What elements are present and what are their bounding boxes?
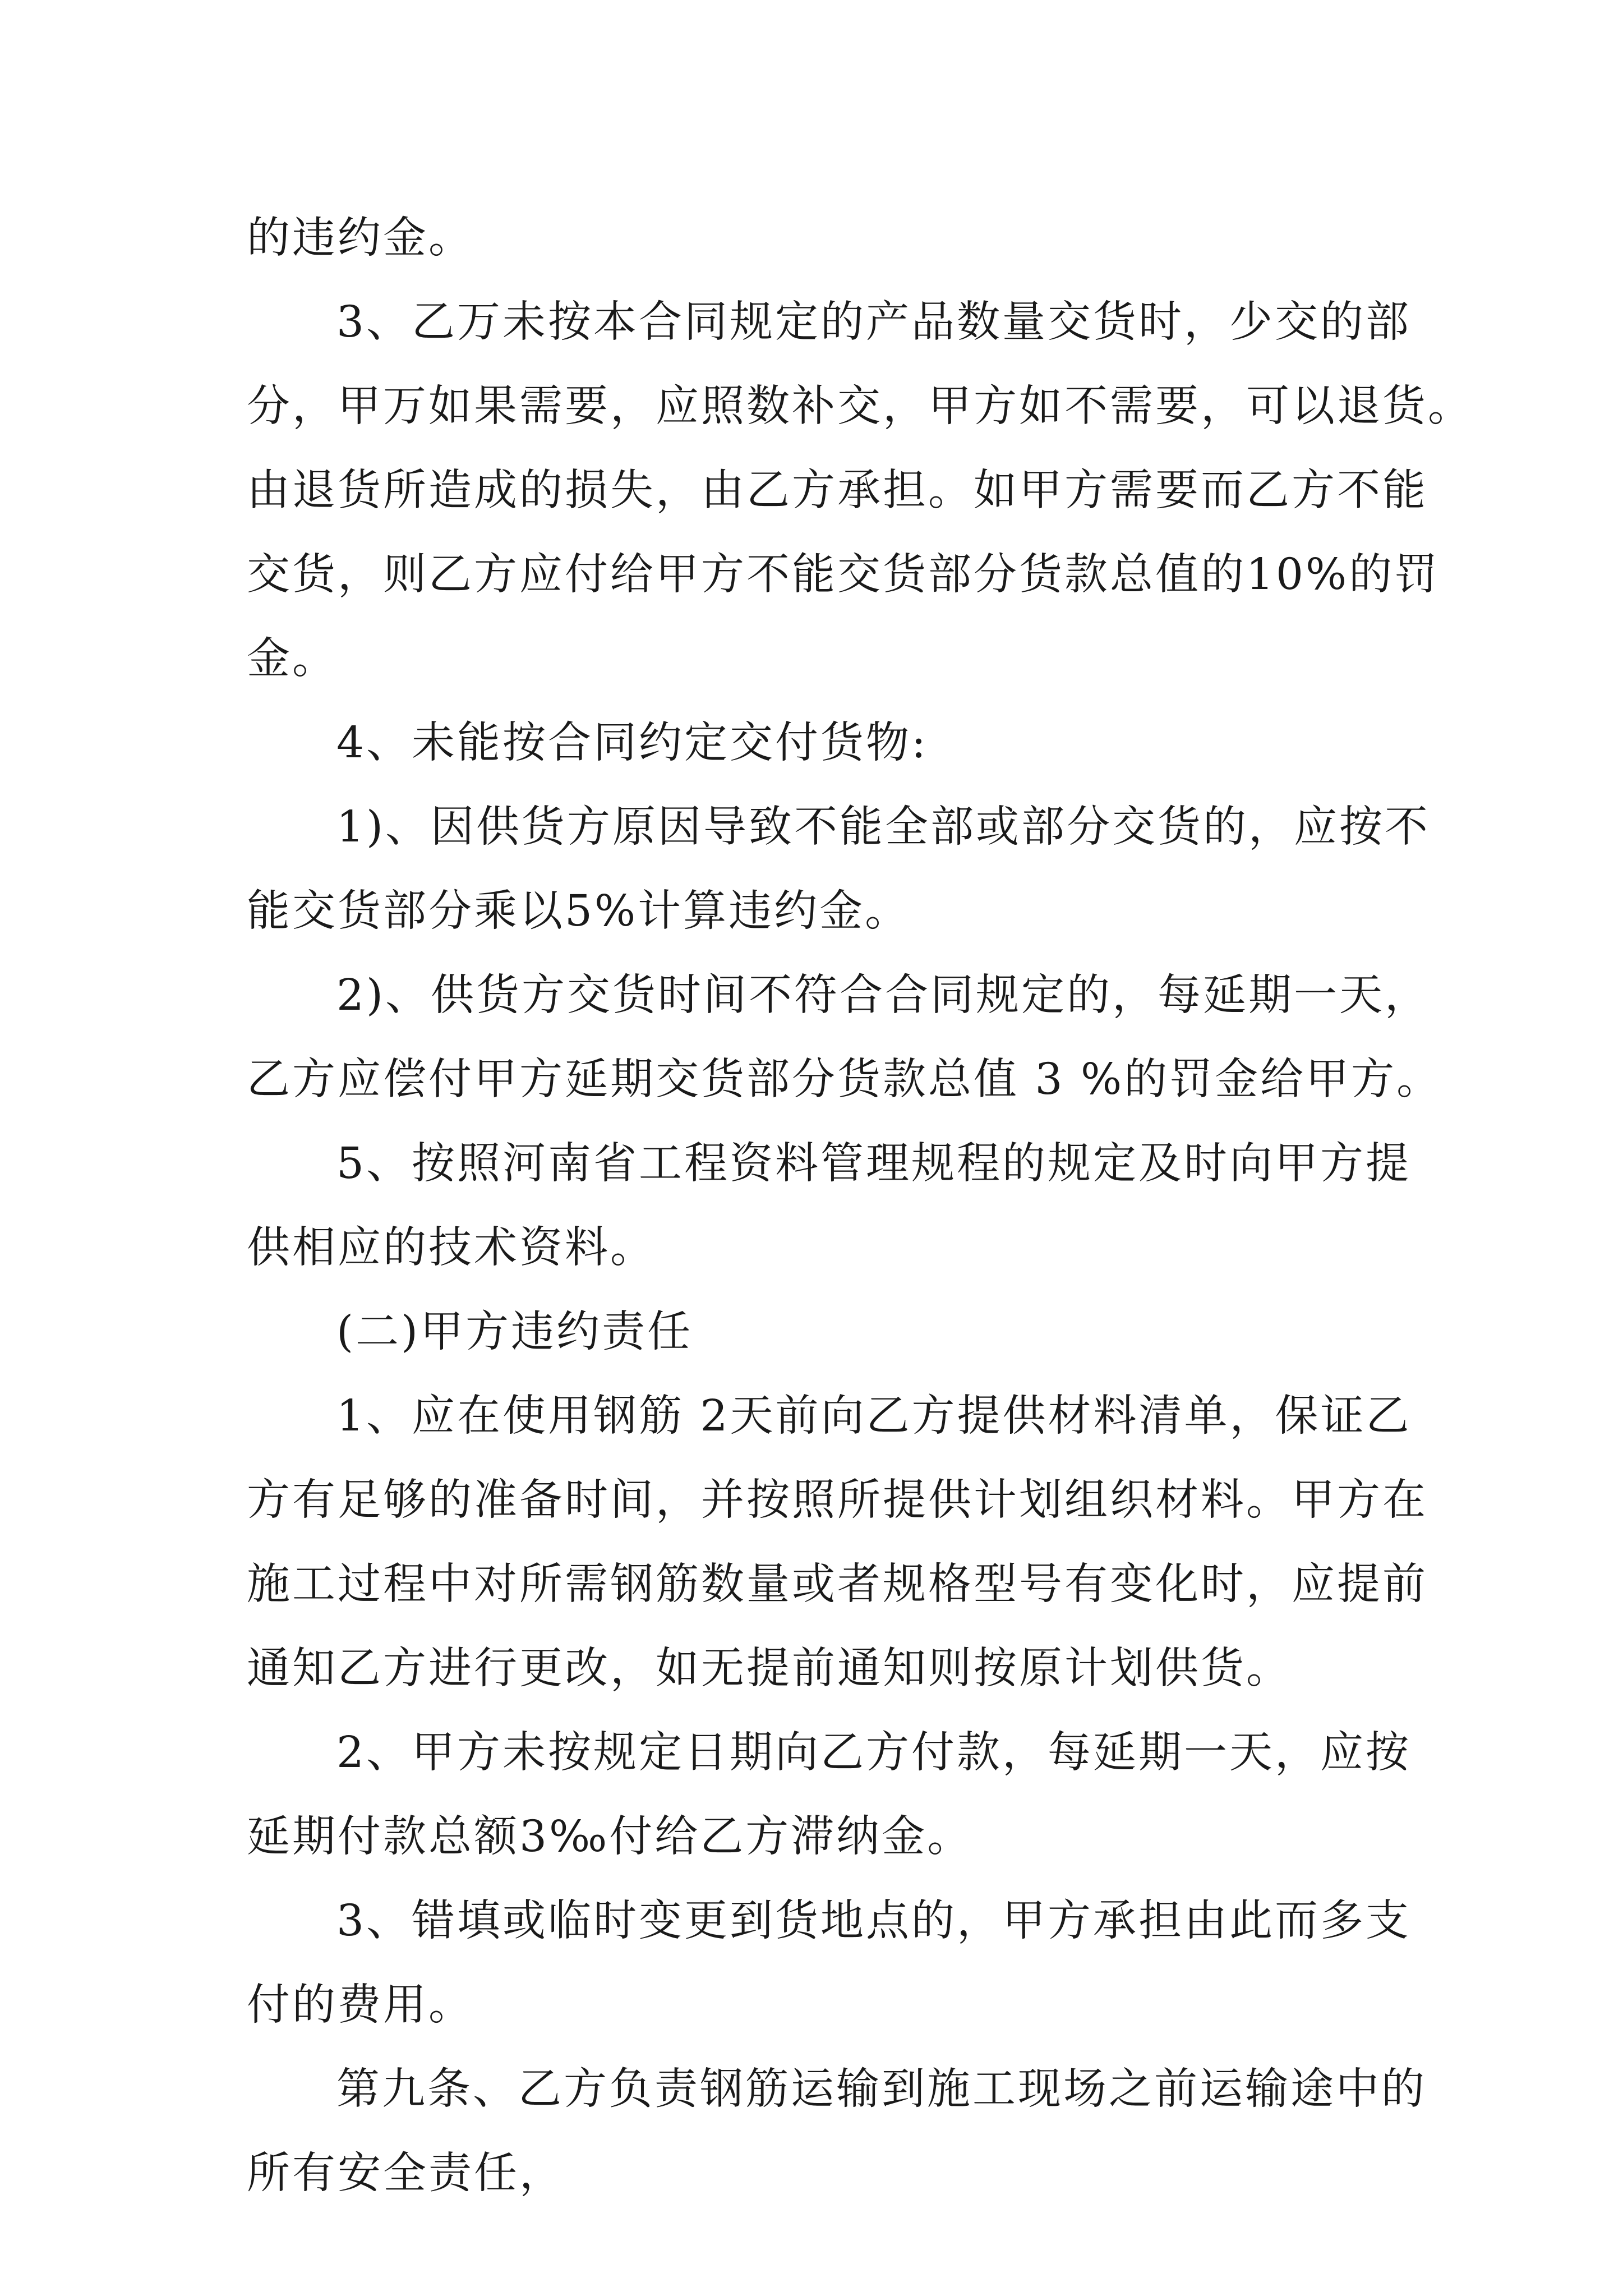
text-line: 3、乙万未按本合同规定的产品数量交货时，少交的部 (336, 297, 1411, 347)
text-line: 延期付款总额3‰付给乙方滞纳金。 (247, 1812, 973, 1862)
text-line: 2)、供货方交货时间不符合合同规定的，每延期一天， (336, 970, 1431, 1020)
text-line: 1、应在使用钢筋 2天前向乙方提供材料清单，保证乙 (336, 1391, 1412, 1441)
text-line: 分，甲万如果需要，应照数补交，甲方如不需要，可以退货。 (247, 381, 1473, 431)
text-line: 5、按照河南省工程资料管理规程的规定及时向甲方提 (336, 1139, 1411, 1189)
text-line: 交货，则乙方应付给甲方不能交货部分货款总值的10%的罚 (247, 550, 1440, 600)
text-line: 乙方应偿付甲方延期交货部分货款总值 3 %的罚金给甲方。 (247, 1055, 1442, 1105)
document-body (247, 196, 1473, 2216)
text-line: 通知乙方进行更改，如无提前通知则按原计划供货。 (247, 1644, 1292, 1694)
text-line: 金。 (247, 634, 338, 684)
text-line: 1)、因供货方原因导致不能全部或部分交货的，应按不 (336, 802, 1431, 852)
text-line: 由退货所造成的损失，由乙方承担。如甲方需要而乙方不能 (247, 466, 1428, 516)
text-line: 方有足够的准备时间，并按照所提供计划组织材料。甲方在 (247, 1475, 1428, 1525)
text-line: 的违约金。 (247, 213, 474, 263)
text-line: 能交货部分乘以5%计算违约金。 (247, 886, 911, 936)
text-line: 所有安全责任， (247, 2148, 565, 2198)
text-line: 第九条、乙方负责钢筋运输到施工现场之前运输途中的 (336, 2064, 1427, 2114)
text-line: (二)甲方违约责任 (336, 1307, 693, 1357)
text-line: 供相应的技术资料。 (247, 1223, 656, 1273)
text-line: 施工过程中对所需钢筋数量或者规格型号有变化时，应提前 (247, 1559, 1428, 1609)
text-line: 付的费用。 (247, 1980, 474, 2030)
text-line: 4、未能按合同约定交付货物: (336, 718, 928, 768)
text-line: 2、甲方未按规定日期向乙方付款，每延期一天，应按 (336, 1728, 1411, 1778)
text-line: 3、错填或临时变更到货地点的，甲方承担由此而多支 (336, 1896, 1411, 1946)
